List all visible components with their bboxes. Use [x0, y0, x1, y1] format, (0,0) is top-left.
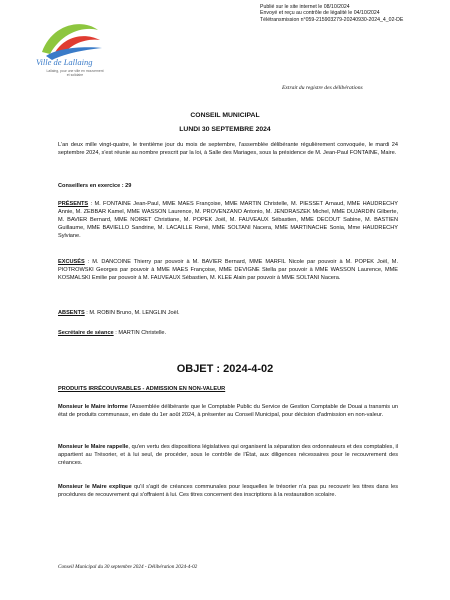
intro-paragraph: L'an deux mille vingt-quatre, le trentième jour du mois de septembre, l'assemblée délibérante régulièrement convoquée, le mardi 24 septembre 2024, s'est réunie au nombre prescrit par la loi, à Salle des Mariages, sous la présidence de M. Jean-Paul FONTAINE, Maire.	[58, 142, 398, 156]
presents-label: PRÉSENTS	[58, 201, 89, 207]
paragraph-rappelle-lead: Monsieur le Maire rappelle	[58, 444, 129, 450]
council-title: CONSEIL MUNICIPAL	[190, 112, 260, 119]
secretary-paragraph	[58, 329, 398, 337]
paragraph-informe	[58, 403, 398, 419]
paragraph-informe-lead: Monsieur le Maire informe	[58, 404, 128, 410]
logo-tagline: Lallaing, pour une ville en mouvement et solidaire	[46, 69, 104, 78]
paragraph-rappelle	[58, 443, 398, 467]
counsellors-line	[58, 182, 398, 190]
counsellors-label: Conseillers en exercice :	[58, 183, 124, 189]
secretary-label: Secrétaire de séance	[58, 330, 114, 336]
legality-line: Envoyé et reçu au contrôle de légalité le 04/10/2024	[260, 10, 380, 17]
page-footer: Conseil Municipal du 30 septembre 2024 - Délibération 2024-4-02	[58, 564, 198, 570]
section-title: PRODUITS IRRÉCOUVRABLES - ADMISSION EN NON-VALEUR	[58, 386, 226, 392]
absents-paragraph	[58, 309, 398, 317]
logo-name: Ville de Lallaing	[36, 57, 93, 67]
excuses-paragraph	[58, 258, 398, 282]
paragraph-rappelle-text: , qu'en vertu des dispositions législatives qui organisent la séparation des ordonnateurs et des comptables, il appartient au Trésorier, et à lui seul, de procéder, sous le contrôle de l'État, aux diligences nécessaires pour le recouvrement des créances.	[58, 444, 398, 466]
extract-label: Extrait du registre des délibérations	[282, 85, 363, 91]
objet-heading: OBJET : 2024-4-02	[176, 363, 274, 375]
publication-line: Publié sur le site internet le 08/10/2024	[260, 4, 350, 10]
session-date: LUNDI 30 SEPTEMBRE 2024	[179, 126, 271, 133]
secretary-text: : MARTIN Christelle.	[113, 330, 167, 336]
presents-text: : M. FONTAINE Jean-Paul, MME MAES Françoise, MME MARTIN Christelle, M. PIESSET Arnaud, MME HAUDRECHY Annie, M. ZEBBAR Kamel, MME WASSON Laurence, M. PROVENZANO Antonio, M. JENDRASZEK Michel, MME DUJARDIN Gilberte, M. BAVIER Bernard, MME NOIRET Christiane, M. POPEK Joël, M. FAUVEAUX Sébastien, MME DECOUT Sabine, M. BASTIEN Guillaume, MME BAVIELLO Sandrine, M. LACAILLE René, MME SOLTANI Nacera, MME MARTINACHE Sonia, Mme HAUDRECHY Sylviane.	[58, 201, 398, 239]
counsellors-value: 29	[125, 183, 132, 189]
transmission-header	[260, 4, 403, 23]
presents-paragraph	[58, 200, 398, 240]
absents-text: : M. ROBIN Bruno, M. LENGLIN Joël.	[84, 310, 180, 316]
paragraph-explique-text: qu'il s'agit de créances communales pour lesquelles le trésorier n'a pas pu recouvrir les titres dans les procédures de recouvrement qui s'offraient à lui. Ces titres concernent des inscriptions à la restauration scolaire.	[58, 484, 398, 498]
excuses-text: : M. DANCOINE Thierry par pouvoir à M. BAVIER Bernard, MME MARFIL Nicole par pouvoir à M. POPEK Joël, M. PIOTROWSKI Georges par pouvoir à MME MAES Françoise, MME DEVIGNE Stella par pouvoir à MME WASSON Laurence, MME KOSMALSKI Emilie par pouvoir à M. FAUVEAUX Sébastien, M. KLEE Alain par pouvoir à MME SOLTANI Nacera.	[58, 259, 398, 281]
paragraph-explique	[58, 483, 398, 499]
paragraph-informe-text: l'Assemblée délibérante que le Comptable Public du Service de Gestion Comptable de Douai a transmis un état de produits communaux, en date du 1er août 2024, à présenter au Conseil Municipal, pour décision d'admission en non-valeur.	[58, 404, 398, 418]
excuses-label: EXCUSÉS	[58, 259, 85, 265]
teletransmission-line: Télétransmission n°059-215903279-20240930-2024_4_02-DE	[260, 16, 404, 23]
paragraph-explique-lead: Monsieur le Maire explique	[58, 484, 132, 490]
absents-label: ABSENTS	[58, 310, 85, 316]
